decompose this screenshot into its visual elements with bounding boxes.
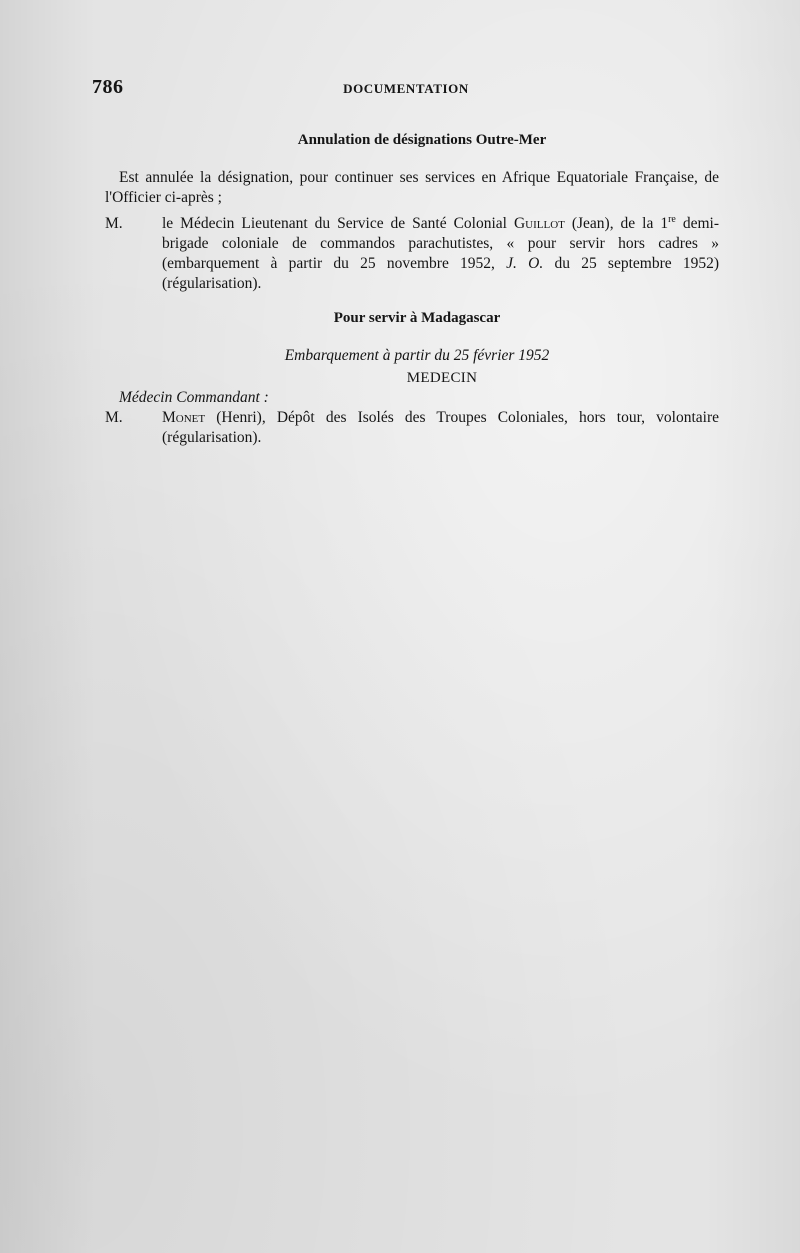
section-title-madagascar: Pour servir à Madagascar [333, 310, 501, 326]
page-header [92, 76, 720, 102]
entry-text: demi-brigade coloniale de commandos parachutistes, « pour servir hors cadres » (embarquement à partir du 25 novembre 1952, [162, 215, 719, 272]
intro-paragraph: Est annulée la désignation, pour continuer ses services en Afrique Equatoriale Française, de l'Officier ci-après ; [105, 169, 719, 206]
entry-monet [105, 408, 719, 448]
journal-officiel-abbrev: J. O. [506, 255, 544, 272]
entry-text: le Médecin Lieutenant du Service de Santé Colonial [162, 215, 514, 232]
section-title-annulation: Annulation de désignations Outre-Mer [297, 132, 547, 148]
officer-name: Monet [162, 409, 206, 426]
entry-prefix: M. [105, 409, 123, 426]
running-head: DOCUMENTATION [343, 81, 469, 96]
entry-text: (Jean), de la 1 [564, 215, 669, 232]
rank-label: Médecin Commandant : [119, 389, 269, 406]
page-content [105, 130, 719, 448]
category-heading: MEDECIN [406, 370, 478, 386]
page-number: 786 [92, 76, 124, 98]
ordinal-superscript: re [668, 213, 676, 225]
embarkation-date: Embarquement à partir du 25 février 1952 [284, 347, 550, 364]
entry-text: du 25 septembre 1952) (régularisation). [162, 255, 720, 292]
entry-guillot [105, 214, 719, 294]
entry-text: (Henri), Dépôt des Isolés des Troupes Coloniales, hors tour, volontaire (régularisation). [162, 409, 719, 446]
officer-name: Guillot [513, 215, 565, 232]
entry-prefix: M. [105, 215, 123, 232]
